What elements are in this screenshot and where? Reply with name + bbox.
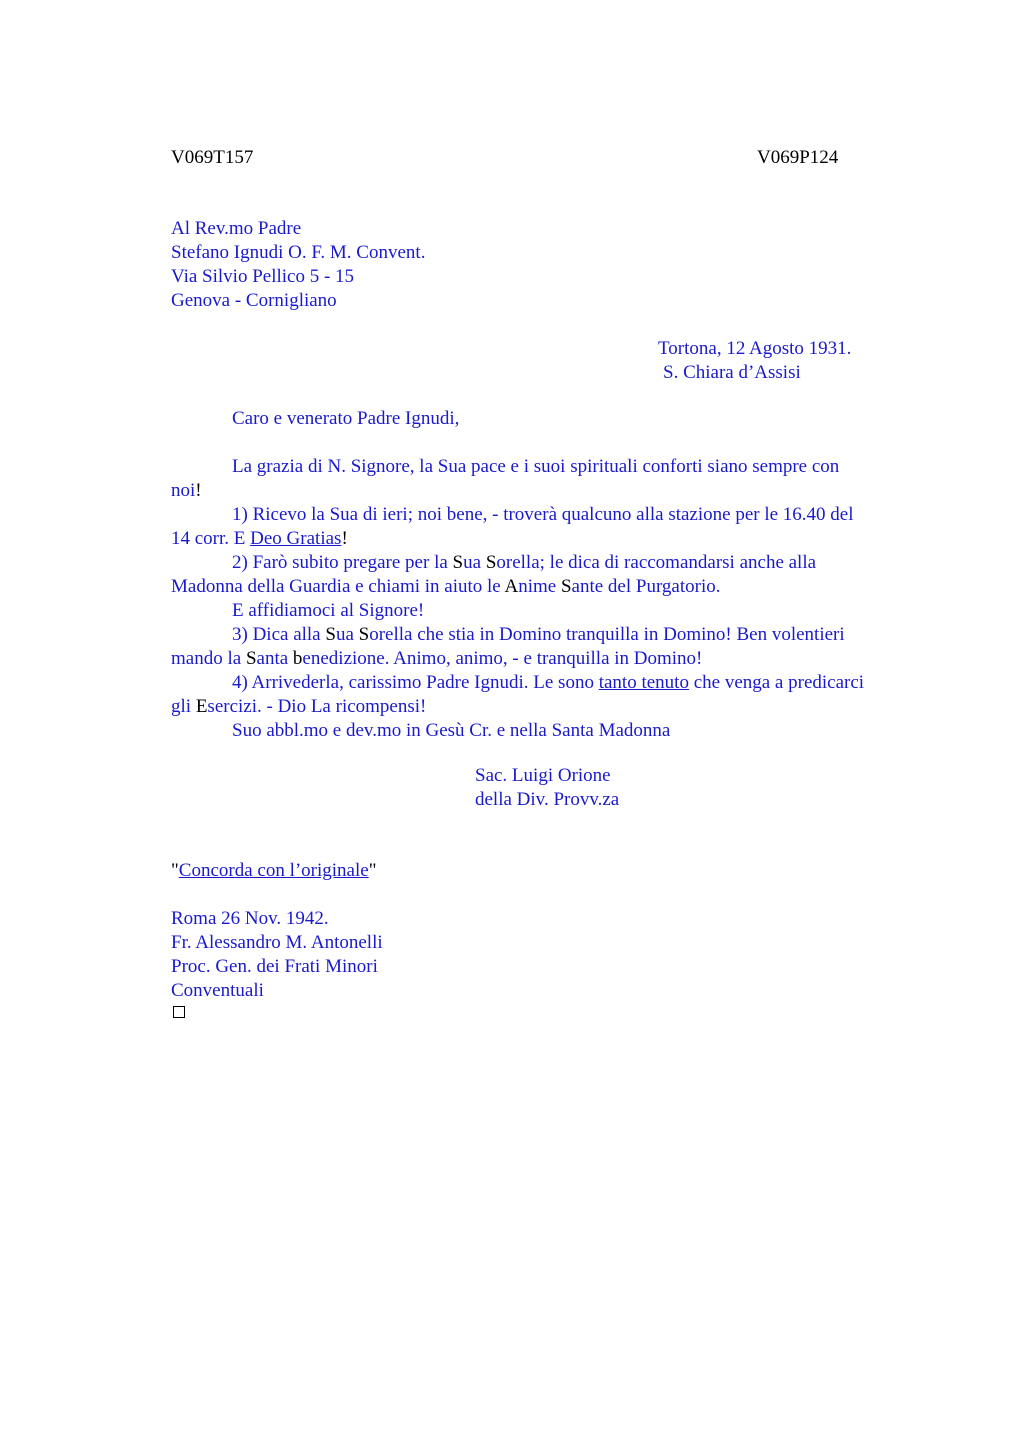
body-line: 3) Dica alla Sua Sorella che stia in Domino tranquilla in Domino! Ben volentieri xyxy=(232,624,845,645)
address-line: Via Silvio Pellico 5 - 15 xyxy=(171,266,355,287)
underlined-text: Deo Gratias xyxy=(250,528,342,549)
attestation-heading: "Concorda con l’originale" xyxy=(171,860,377,881)
attestation-line: Proc. Gen. dei Frati Minori xyxy=(171,956,378,977)
left-document-code: V069T157 xyxy=(171,147,254,168)
body-line: 4) Arrivederla, carissimo Padre Ignudi. Le sono tanto tenuto che venga a predicarci xyxy=(232,672,865,693)
body-line: E affidiamoci al Signore! xyxy=(232,600,425,621)
place-date: Tortona, 12 Agosto 1931. xyxy=(658,338,852,359)
body-line: 1) Ricevo la Sua di ieri; noi bene, - troverà qualcuno alla stazione per le 16.40 del xyxy=(232,504,854,525)
body-line: Madonna della Guardia e chiami in aiuto le Anime Sante del Purgatorio. xyxy=(171,576,721,597)
address-line: Stefano Ignudi O. F. M. Convent. xyxy=(171,242,426,263)
underlined-text: tanto tenuto xyxy=(598,672,689,693)
body-line: mando la Santa benedizione. Animo, animo, - e tranquilla in Domino! xyxy=(171,648,703,669)
address-line: Al Rev.mo Padre xyxy=(171,218,302,239)
signature xyxy=(475,764,619,812)
address-line: Genova - Cornigliano xyxy=(171,290,337,311)
body-line: gli Esercizi. - Dio La ricompensi! xyxy=(171,696,427,717)
body-line: 14 corr. E Deo Gratias! xyxy=(171,528,348,549)
signature-name: Sac. Luigi Orione xyxy=(475,765,611,786)
right-document-code: V069P124 xyxy=(757,147,839,168)
attestation-line: Fr. Alessandro M. Antonelli xyxy=(171,932,383,953)
body-line: La grazia di N. Signore, la Sua pace e i suoi spirituali conforti siano sempre con xyxy=(232,456,840,477)
attestation-line: Conventuali xyxy=(171,980,264,1001)
salutation: Caro e venerato Padre Ignudi, xyxy=(232,408,460,429)
dateline xyxy=(658,337,851,385)
signature-title: della Div. Provv.za xyxy=(475,789,620,810)
closing-line: Suo abbl.mo e dev.mo in Gesù Cr. e nella Santa Madonna xyxy=(232,720,671,741)
recipient-address xyxy=(171,217,425,313)
body-line: noi! xyxy=(171,480,202,501)
body-line: 2) Farò subito pregare per la Sua Sorella; le dica di raccomandarsi anche alla xyxy=(232,552,817,573)
attestation xyxy=(171,859,383,1003)
feast-day: S. Chiara d’Assisi xyxy=(663,362,801,383)
letter-body xyxy=(171,455,951,743)
checkbox-square-icon xyxy=(173,1006,185,1018)
attestation-line: Roma 26 Nov. 1942. xyxy=(171,908,329,929)
